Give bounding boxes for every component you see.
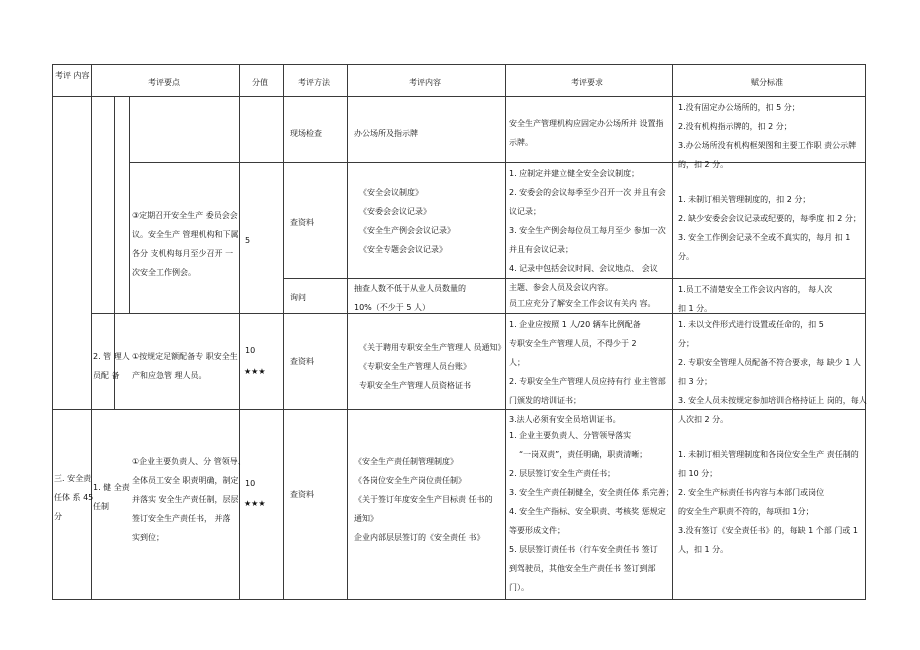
header-method: 考评方法 [298,78,330,87]
meeting-key-point: ③定期召开安全生产 委员会会 议。安全生产 管理机构和下属 各分 支机构每月至少召开 一 次安全工作例会。 [132,211,239,277]
grid-line [129,96,130,313]
office-content: 办公场所及指示牌 [354,129,418,138]
meeting-requirements: 1. 应制定并建立健全安全会议制度； 2. 安委会的会议每季至少召开一次 并且有会 议记录； 3. 安全生产例会每位员工每月至少 参加一次 并且有会议记录； 4. 记录中包括会议时间、会议地点、 会议 主题、参会人员及会议内容。 [509,169,666,292]
grid-line [283,64,284,600]
grid-line [52,599,866,600]
staff-score: 10 [245,346,256,355]
header-score: 分值 [252,78,268,87]
inquiry-method: 询问 [290,293,306,302]
header-key-points: 考评要点 [148,78,180,87]
header-category: 考评 内容 [55,71,90,80]
responsibility-requirements: 1. 企业主要负责人、分管领导落实 “一岗双责”，责任明确，职责清晰； 2. 层层签订安全生产责任书； 3. 安全生产责任制健全，安全责任体 系完善； 4. 安全生产指标、安全职责、考核奖 惩规定 等要形成文件； 5. 层层签订责任书（行车安全责任书 签订 到驾驶员，其他安全生产责任书 签订到部 门）。 [509,431,674,592]
header-requirements: 考评要求 [571,78,603,87]
meeting-score: 5 [245,236,251,245]
responsibility-content: 《安全生产责任制管理制度》 《各岗位安全生产岗位责任制》 《关于签订年度安全生产目标责 任书的 通知》 企业内部层层签订的《安全责任 书》 [354,457,493,542]
meeting-method: 查资料 [290,218,314,227]
header-content: 考评内容 [409,78,441,87]
office-scoring: 1.没有固定办公场所的，扣 5 分； 2.没有机构指示牌的，扣 2 分； 3.办公场所没有机构框架图和主要工作职 责公示牌 的，扣 2 分。 [678,103,857,169]
staff-scoring: 1. 未以文件形式进行设置或任命的，扣 5 分； 2. 专职安全管理人员配备不符合要求，每 缺少 1 人 扣 3 分； 3. 安全人员未按规定参加培训合格持证上 岗的，每人 人次扣 2 分。 [678,320,867,424]
staff-content: 《关于聘用专职安全生产管理人 员通知》 《专职安全生产管理人员台账》 专职安全生产管理人员资格证书 [359,343,506,390]
inquiry-scoring: 1.员工不清楚安全工作会议内容的， 每人次 扣 1 分。 [678,285,833,313]
inquiry-requirements: 员工应充分了解安全工作会议有关内 容。 [509,299,656,308]
responsibility-key-point: ①企业主要负责人、分 管领导、 全体员工安全 职责明确，制定 并落实 安全生产责任制，层层 签订安全生产责任书， 并落 实到位； [132,457,246,542]
grid-line [505,64,506,600]
grid-line [52,64,53,600]
responsibility-sub-item: 1. 健 全责 任制 [93,483,130,511]
staff-key-point: ①按规定足额配备专 职安全生 产和应急管 理人员。 [132,352,238,380]
office-requirements: 安全生产管理机构应固定办公场所并 设置指 示牌。 [509,119,664,147]
office-method: 现场检查 [290,129,322,138]
staff-method: 查资料 [290,357,314,366]
inquiry-content: 抽查人数不低于从业人员数量的 10%（不少于 5 人） [354,284,466,312]
staff-stars: ★★★ [244,367,266,376]
staff-requirements: 1. 企业应按照 1 人/20 辆车比例配备 专职安全生产管理人员，不得少于 2 人； 2. 专职安全生产管理人员应持有行 业主管部 门颁发的培训证书； 3.法人必须有安全员培训证书。 [509,320,666,424]
grid-line [52,64,866,65]
responsibility-method: 查资料 [290,490,314,499]
grid-line [52,96,866,97]
responsibility-stars: ★★★ [244,499,266,508]
responsibility-score: 10 [245,479,256,488]
header-scoring: 赋分标准 [751,78,783,87]
staff-sub-item: 2. 管 理人 员配 备 [93,352,130,380]
grid-line [347,64,348,600]
meeting-content: 《安全会议制度》 《安委会会议记录》 《安全生产例会会议记录》 《安全专题会会议记录》 [359,188,455,254]
meeting-scoring: 1. 未制订相关管理制度的，扣 2 分； 2. 缺少安委会会议记录或纪要的，每季度 扣 2 分； 3. 安全工作例会记录不全或不真实的，每月 扣 1 分。 [678,195,861,261]
responsibility-category: 三. 安全责 任体 系 45 分 [54,474,94,521]
responsibility-scoring: 1. 未制订相关管理制度和各岗位安全生产 责任制的 扣 10 分； 2. 安全生产标责任书内容与本部门或岗位 的安全生产职责不符的，每项扣 1分； 3.没有签订《安全责任书》的，每缺 1 个部 门或 1 人，扣 1 分。 [678,450,859,554]
